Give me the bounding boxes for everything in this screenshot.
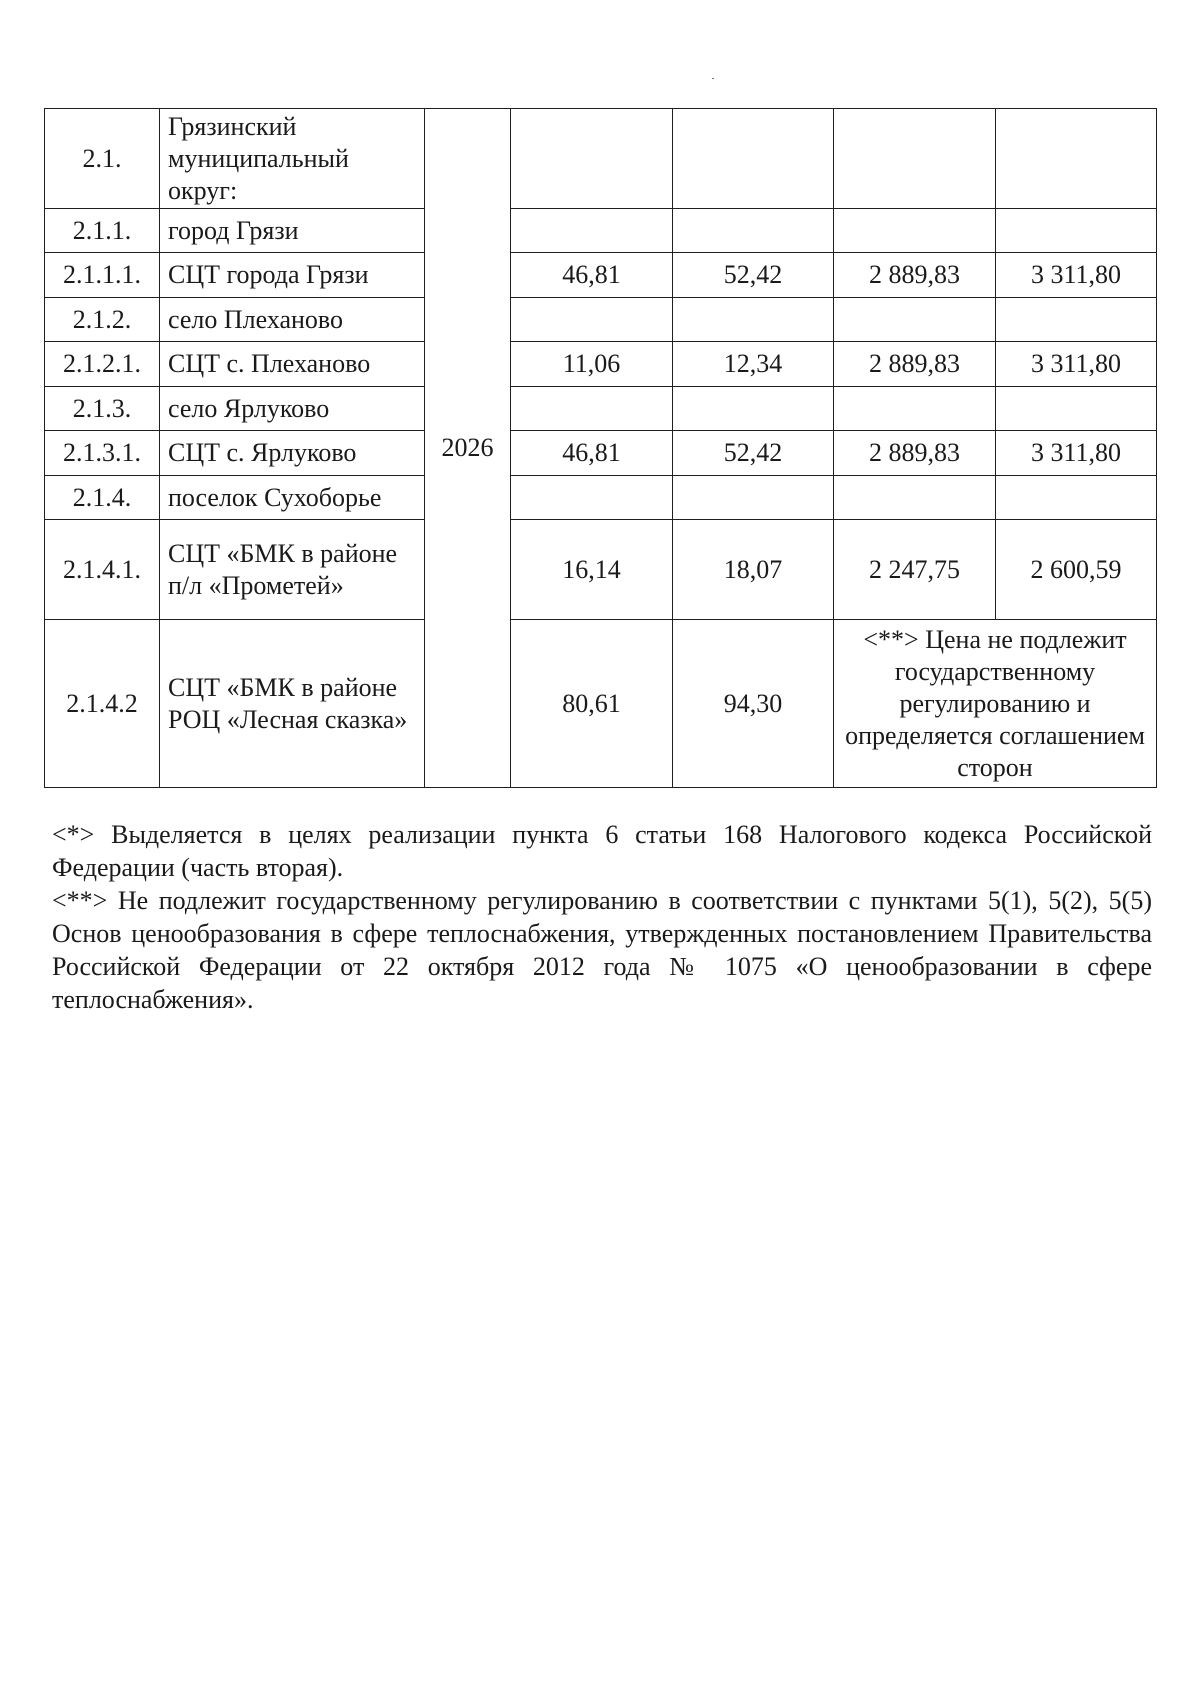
footnotes <box>52 818 1152 1016</box>
value-cell <box>834 209 996 253</box>
table-row <box>45 109 1157 209</box>
value-cell: 52,42 <box>673 431 834 476</box>
table-row <box>45 476 1157 520</box>
row-number: 2.1.4.1. <box>45 520 160 620</box>
table-row <box>45 209 1157 253</box>
value-cell <box>834 298 996 342</box>
table-row <box>45 520 1157 620</box>
row-number: 2.1.4.2 <box>45 620 160 788</box>
value-cell <box>673 476 834 520</box>
value-cell: 2 889,83 <box>834 342 996 387</box>
value-cell: 80,61 <box>511 620 673 788</box>
scan-speck <box>712 78 714 79</box>
row-name: СЦТ с. Ярлуково <box>160 431 425 476</box>
row-number: 2.1.2.1. <box>45 342 160 387</box>
tariff-table <box>44 108 1157 788</box>
value-cell: 94,30 <box>673 620 834 788</box>
row-number: 2.1.4. <box>45 476 160 520</box>
footnote-unregulated: <**> Не подлежит государственному регулированию в соответствии с пунктами 5(1), 5(2), 5(5) Основ ценообразования в сфере теплоснабжения, утвержденных постановлением Правительства Российской Федерации от 22 октября 2012 года № 1075 «О ценообразовании в сфере теплоснабжения». <box>52 886 1152 1014</box>
value-cell <box>673 387 834 431</box>
table-row <box>45 620 1157 788</box>
value-cell <box>996 476 1157 520</box>
value-cell: 11,06 <box>511 342 673 387</box>
row-number: 2.1.1. <box>45 209 160 253</box>
table-row <box>45 431 1157 476</box>
table-row <box>45 387 1157 431</box>
value-cell: 52,42 <box>673 253 834 298</box>
value-cell: 46,81 <box>511 431 673 476</box>
table-row <box>45 298 1157 342</box>
value-cell: 18,07 <box>673 520 834 620</box>
row-name: поселок Сухоборье <box>160 476 425 520</box>
value-cell <box>673 109 834 209</box>
row-name: село Плеханово <box>160 298 425 342</box>
value-cell: 3 311,80 <box>996 431 1157 476</box>
value-cell: 12,34 <box>673 342 834 387</box>
row-name: город Грязи <box>160 209 425 253</box>
row-name: СЦТ города Грязи <box>160 253 425 298</box>
value-cell <box>673 209 834 253</box>
value-cell <box>673 298 834 342</box>
value-cell <box>511 298 673 342</box>
value-cell <box>834 476 996 520</box>
value-cell <box>996 387 1157 431</box>
value-cell <box>996 209 1157 253</box>
table-row <box>45 253 1157 298</box>
value-cell: 2 247,75 <box>834 520 996 620</box>
value-cell <box>834 109 996 209</box>
footnote-vat: <*> Выделяется в целях реализации пункта 6 статьи 168 Налогового кодекса Российской Федерации (часть вторая). <box>52 820 1152 882</box>
row-number: 2.1.3. <box>45 387 160 431</box>
value-cell: 16,14 <box>511 520 673 620</box>
row-name: СЦТ «БМК в районе РОЦ «Лесная сказка» <box>160 620 425 788</box>
row-number: 2.1.2. <box>45 298 160 342</box>
row-name: село Ярлуково <box>160 387 425 431</box>
row-name: СЦТ с. Плеханово <box>160 342 425 387</box>
row-name: СЦТ «БМК в районе п/л «Прометей» <box>160 520 425 620</box>
value-cell <box>834 387 996 431</box>
value-cell <box>511 109 673 209</box>
row-number: 2.1. <box>45 109 160 209</box>
price-note-cell: <**> Цена не подлежит государственному регулированию и определяется соглашением сторон <box>834 620 1157 788</box>
table-row <box>45 342 1157 387</box>
value-cell <box>996 298 1157 342</box>
value-cell: 3 311,80 <box>996 342 1157 387</box>
year-cell: 2026 <box>425 109 511 788</box>
row-number: 2.1.1.1. <box>45 253 160 298</box>
value-cell: 2 889,83 <box>834 431 996 476</box>
value-cell <box>511 476 673 520</box>
row-name: Грязинский муниципальный округ: <box>160 109 425 209</box>
value-cell <box>996 109 1157 209</box>
value-cell: 2 889,83 <box>834 253 996 298</box>
row-number: 2.1.3.1. <box>45 431 160 476</box>
value-cell <box>511 209 673 253</box>
value-cell <box>511 387 673 431</box>
value-cell: 2 600,59 <box>996 520 1157 620</box>
value-cell: 3 311,80 <box>996 253 1157 298</box>
value-cell: 46,81 <box>511 253 673 298</box>
